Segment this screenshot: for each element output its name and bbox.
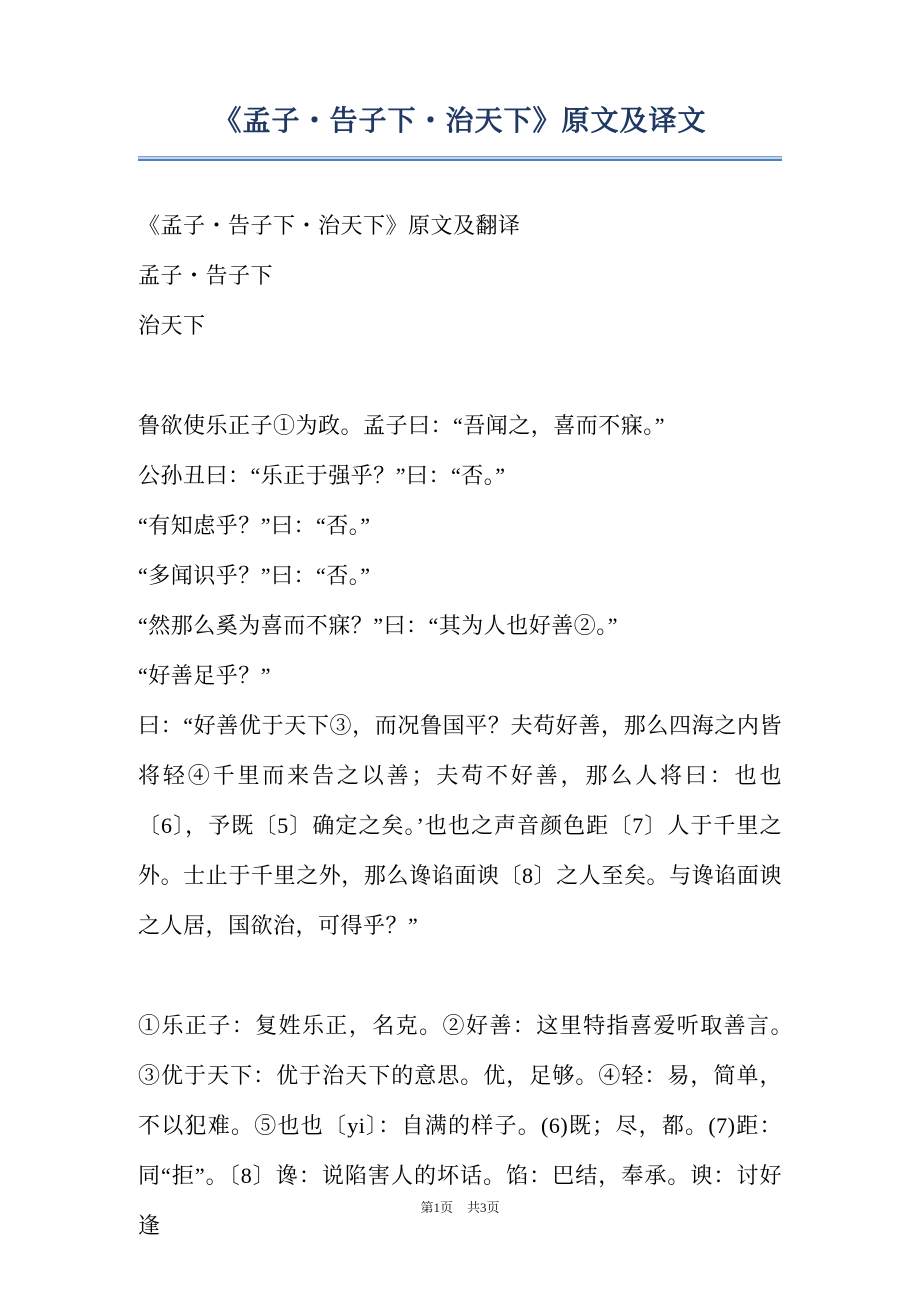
paragraph-spacer — [138, 951, 782, 1001]
document-body — [138, 201, 805, 1251]
title-divider — [138, 156, 782, 161]
paragraph-spacer — [138, 351, 782, 401]
page-total-label: 共3页 — [467, 1200, 500, 1215]
paragraph-text: “多闻识乎？”曰：“否。” — [138, 563, 371, 588]
paragraph-text: “有知虑乎？”曰：“否。” — [138, 513, 371, 538]
page-title: 《孟子・告子下・治天下》原文及译文 — [213, 106, 707, 137]
paragraph-notes: ①乐正子：复姓乐正，名克。②好善：这里特指喜爱听取善言。 ③优于天下：优于治天下的意思。优，足够。④轻：易，简单，不以犯难。⑤也也〔yi〕：自满的样子。(6)既；尽，都。(7)距：同“拒”。〔8〕谗：说陷害人的坏话。馅：巴结，奉承。谀：讨好逢 — [138, 1013, 805, 1238]
paragraph-text: “然那么奚为喜而不寐？”曰：“其为人也好善②。” — [138, 613, 619, 638]
paragraph-subtitle: 《孟子・告子下・治天下》原文及翻译 — [138, 213, 521, 238]
paragraph-text: 公孙丑曰：“乐正于强乎？”曰：“否。” — [138, 463, 506, 488]
page-footer — [0, 1198, 920, 1218]
paragraph-text: 曰：“好善优于天下③，而况鲁国平？夫苟好善，那么四海之内皆将轻④千里而来告之以善；夫苟不好善，那么人将曰：也也〔6〕，予既〔5〕确定之矣。’也也之声音颜色距〔7〕人于千里之外。士止于千里之外，那么谗谄面谀〔8〕之人至矣。与谗谄面谀之人居，国欲治，可得乎？” — [138, 713, 782, 938]
paragraph-chapter: 治天下 — [138, 313, 206, 338]
paragraph-book: 孟子・告子下 — [138, 263, 274, 288]
page-number-label: 第1页 — [420, 1200, 453, 1215]
paragraph-text: 鲁欲使乐正子①为政。孟子曰：“吾闻之，喜而不寐。” — [138, 413, 666, 438]
paragraph-text: “好善足乎？” — [138, 663, 272, 688]
